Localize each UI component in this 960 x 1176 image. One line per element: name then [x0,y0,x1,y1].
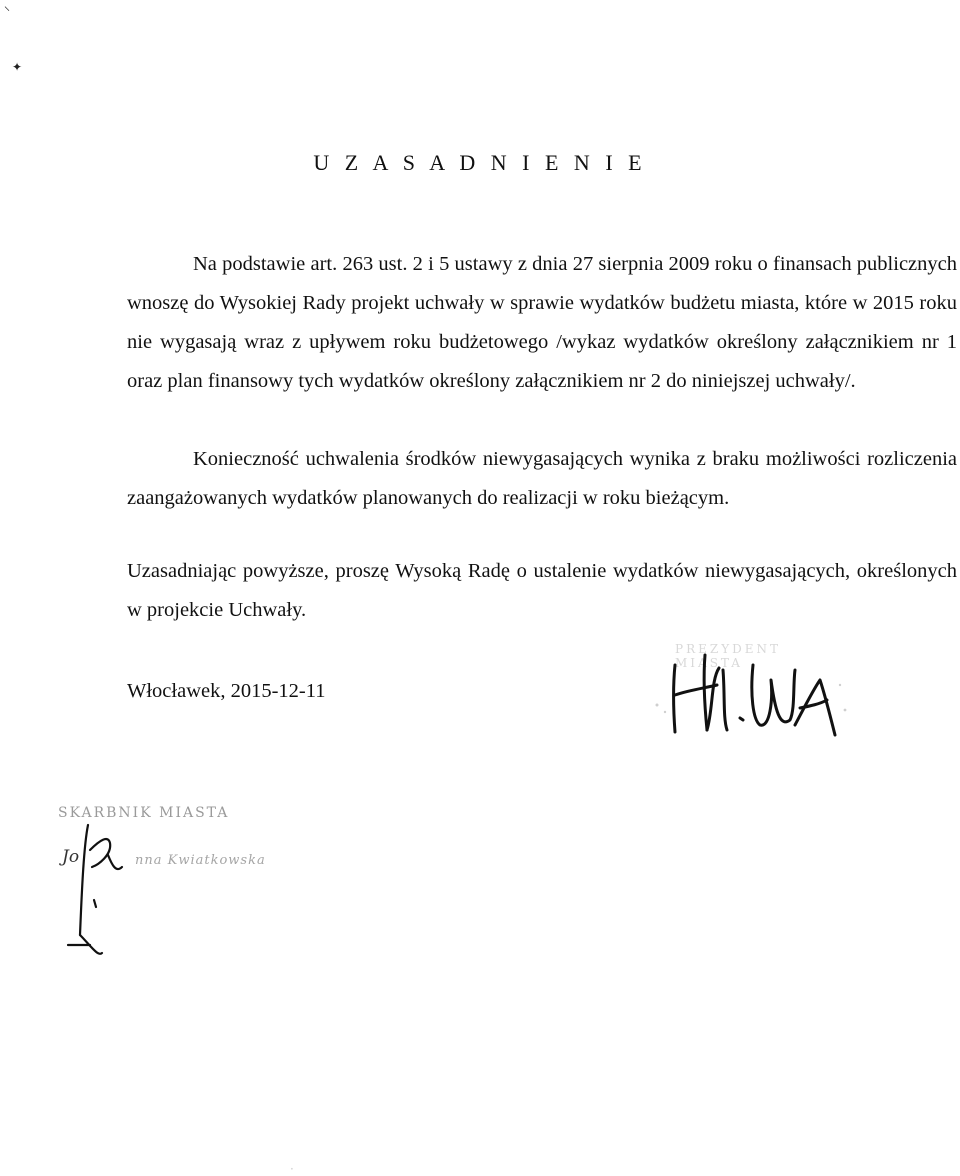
approval-stamp-text: PREZYDENT MIASTA [675,642,782,670]
approval-stamp-signature [635,640,860,750]
treasurer-stamp-name-start: Jo [62,847,80,867]
treasurer-stamp-title: SKARBNIK MIASTA [58,805,230,821]
treasurer-stamp-name: nna Kwiatkowska [135,853,266,868]
document-title: U Z A S A D N I E N I E [313,150,647,175]
scan-artifact-mark: ✦ [12,60,23,74]
place-and-date: Włocławek, 2015-12-11 [127,680,326,702]
scan-artifact-mark: · [290,1162,294,1176]
paragraph-necessity: Konieczność uchwalenia środków niewygasających wynika z braku możliwości rozliczenia zaangażowanych wydatków planowanych do realizacji w roku bieżącym. [127,448,957,509]
scan-artifact-mark: ⸌ [4,4,11,18]
treasurer-handwritten-signature [50,795,290,970]
paragraph-legal-basis: Na podstawie art. 263 ust. 2 i 5 ustawy z dnia 27 sierpnia 2009 roku o finansach publicznych wnoszę do Wysokiej Rady projekt uchwały w sprawie wydatków budżetu miasta, które w 2015 roku nie wygasają wraz z upływem roku budżetowego /wykaz wydatków określony załącznikiem nr 1 oraz plan finansowy tych wydatków określony załącznikiem nr 2 do niniejszej uchwały/. [127,253,957,392]
treasurer-stamp-signature [50,795,290,970]
paragraph-request: Uzasadniając powyższe, proszę Wysoką Radę o ustalenie wydatków niewygasających, określonych w projekcie Uchwały. [127,560,957,621]
handwritten-signature [635,640,860,750]
